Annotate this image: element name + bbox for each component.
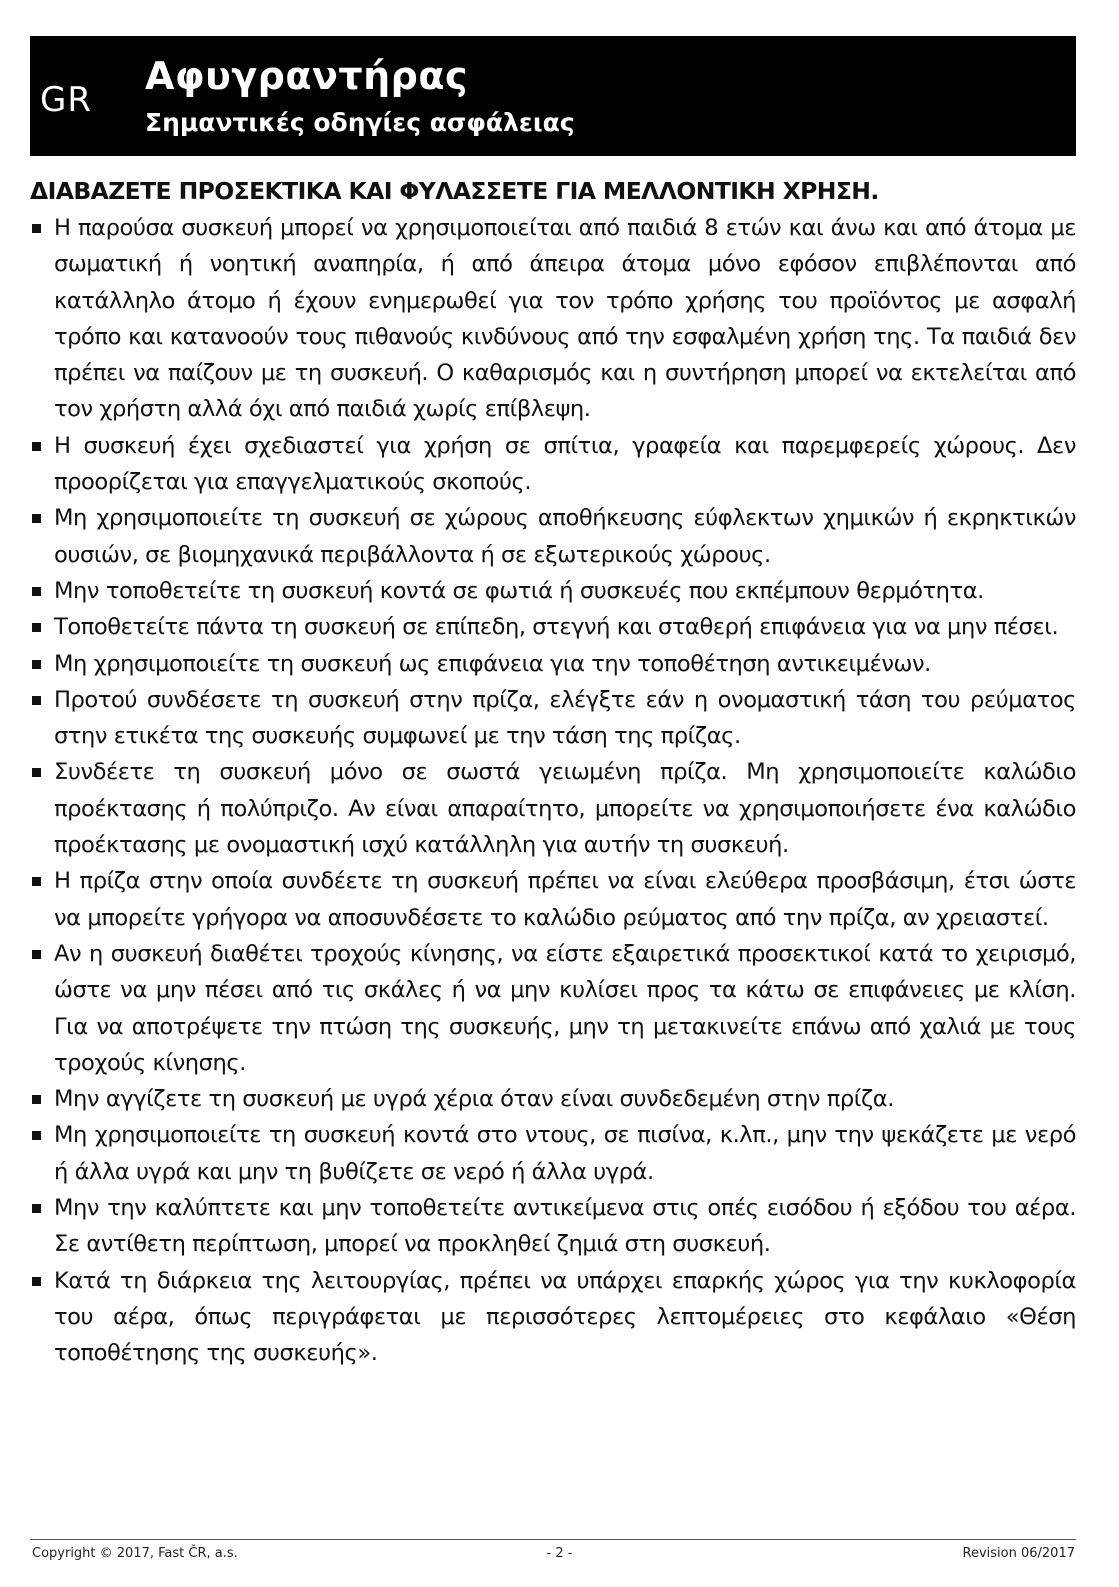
bullet-icon bbox=[32, 877, 41, 886]
list-item-text: Μην τοποθετείτε τη συσκευή κοντά σε φωτιά ή συσκευές που εκπέμπουν θερμότητα. bbox=[54, 577, 984, 604]
bullet-icon bbox=[32, 1277, 41, 1286]
list-item bbox=[30, 609, 1076, 645]
page-number: - 2 - bbox=[546, 1546, 573, 1561]
list-item bbox=[30, 1117, 1076, 1190]
list-item bbox=[30, 1081, 1076, 1117]
list-item-text: Η πρίζα στην οποία συνδέετε τη συσκευή πρέπει να είναι ελεύθερα προσβάσιμη, έτσι ώστε να μπορείτε γρήγορα να αποσυνδέσετε το καλώδιο ρεύματος από την πρίζα, αν χρειαστεί. bbox=[54, 868, 1076, 931]
warning-heading: ΔΙΑΒΑΖΕΤΕ ΠΡΟΣΕΚΤΙΚΑ ΚΑΙ ΦΥΛΑΣΣΕΤΕ ΓΙΑ ΜΕΛΛΟΝΤΙΚΗ ΧΡΗΣΗ. bbox=[30, 177, 879, 205]
safety-list bbox=[30, 210, 1076, 1372]
list-item-text: Τοποθετείτε πάντα τη συσκευή σε επίπεδη, στεγνή και σταθερή επιφάνεια για να μην πέσει. bbox=[54, 614, 1059, 641]
bullet-icon bbox=[32, 768, 41, 777]
footer-divider bbox=[30, 1539, 1076, 1540]
list-item bbox=[30, 428, 1076, 501]
bullet-icon bbox=[32, 442, 41, 451]
bullet-icon bbox=[32, 514, 41, 523]
bullet-icon bbox=[32, 1095, 41, 1104]
list-item bbox=[30, 646, 1076, 682]
list-item bbox=[30, 863, 1076, 936]
list-item bbox=[30, 1263, 1076, 1372]
bullet-icon bbox=[32, 696, 41, 705]
document-subtitle: Σημαντικές οδηγίες ασφάλειας bbox=[145, 108, 575, 137]
list-item-text: Μην την καλύπτετε και μην τοποθετείτε αντικείμενα στις οπές εισόδου ή εξόδου του αέρα. Σε αντίθετη περίπτωση, μπορεί να προκληθεί ζημιά στη συσκευή. bbox=[54, 1195, 1076, 1258]
list-item bbox=[30, 500, 1076, 573]
list-item-text: Συνδέετε τη συσκευή μόνο σε σωστά γειωμένη πρίζα. Μη χρησιμοποιείτε καλώδιο προέκτασης ή πολύπριζο. Αν είναι απαραίτητο, μπορείτε να χρησιμοποιήσετε ένα καλώδιο προέκτασης με ονομαστική ισχύ κατάλληλη για αυτήν τη συσκευή. bbox=[54, 759, 1076, 859]
list-item bbox=[30, 682, 1076, 755]
bullet-icon bbox=[32, 623, 41, 632]
bullet-icon bbox=[32, 224, 41, 233]
list-item bbox=[30, 754, 1076, 863]
bullet-icon bbox=[32, 587, 41, 596]
bullet-icon bbox=[32, 1204, 41, 1213]
list-item-text: Μη χρησιμοποιείτε τη συσκευή κοντά στο ντους, σε πισίνα, κ.λπ., μην την ψεκάζετε με νερό ή άλλα υγρά και μην τη βυθίζετε σε νερό ή άλλα υγρά. bbox=[54, 1122, 1076, 1185]
list-item-text: Κατά τη διάρκεια της λειτουργίας, πρέπει να υπάρχει επαρκής χώρος για την κυκλοφορία του αέρα, όπως περιγράφεται με περισσότερες λεπτομέρειες στο κεφάλαιο «Θέση τοποθέτησης της συσκευής». bbox=[54, 1267, 1076, 1367]
revision-text: Revision 06/2017 bbox=[962, 1546, 1075, 1561]
list-item bbox=[30, 573, 1076, 609]
list-item-text: Μη χρησιμοποιείτε τη συσκευή ως επιφάνεια για την τοποθέτηση αντικειμένων. bbox=[54, 650, 931, 677]
header-bar bbox=[30, 36, 1076, 156]
bullet-icon bbox=[32, 950, 41, 959]
bullet-icon bbox=[32, 660, 41, 669]
list-item bbox=[30, 936, 1076, 1081]
list-item-text: Αν η συσκευή διαθέτει τροχούς κίνησης, να είστε εξαιρετικά προσεκτικοί κατά το χειρισμό, ώστε να μην πέσει από τις σκάλες ή να μην κυλίσει προς τα κάτω σε επιφάνειες με κλίση. Για να αποτρέψετε την πτώση της συσκευής, μην τη μετακινείτε επάνω από χαλιά με τους τροχούς κίνησης. bbox=[54, 940, 1076, 1076]
list-item-text: Η συσκευή έχει σχεδιαστεί για χρήση σε σπίτια, γραφεία και παρεμφερείς χώρους. Δεν προορίζεται για επαγγελματικούς σκοπούς. bbox=[54, 432, 1076, 496]
list-item-text: Μη χρησιμοποιείτε τη συσκευή σε χώρους αποθήκευσης εύφλεκτων χημικών ή εκρηκτικών ουσιών, σε βιομηχανικά περιβάλλοντα ή σε εξωτερικούς χώρους. bbox=[54, 505, 1076, 568]
list-item bbox=[30, 210, 1076, 428]
list-item-text: Μην αγγίζετε τη συσκευή με υγρά χέρια όταν είναι συνδεδεμένη στην πρίζα. bbox=[54, 1086, 894, 1113]
bullet-icon bbox=[32, 1131, 41, 1140]
safety-content bbox=[30, 176, 1076, 1372]
list-item bbox=[30, 1190, 1076, 1263]
list-item-text: Η παρούσα συσκευή μπορεί να χρησιμοποιείται από παιδιά 8 ετών και άνω και από άτομα με σωματική ή νοητική αναπηρία, ή από άπειρα άτομα μόνο εφόσον επιβλέπονται από κατάλληλο άτομο ή έχουν ενημερωθεί για τον τρόπο χρήσης του προϊόντος με ασφαλή τρόπο και κατανοούν τους πιθανούς κινδύνους από την εσφαλμένη χρήση της. Τα παιδιά δεν πρέπει να παίζουν με τη συσκευή. Ο καθαρισμός και η συντήρηση μπορεί να εκτελείται από τον χρήστη αλλά όχι από παιδιά χωρίς επίβλεψη. bbox=[54, 215, 1076, 423]
copyright-text: Copyright © 2017, Fast ČR, a.s. bbox=[32, 1546, 238, 1561]
list-item-text: Προτού συνδέσετε τη συσκευή στην πρίζα, ελέγξτε εάν η ονομαστική τάση του ρεύματος στην ετικέτα της συσκευής συμφωνεί με την τάση της πρίζας. bbox=[54, 686, 1076, 750]
language-code: GR bbox=[40, 80, 92, 120]
document-title: Αφυγραντήρας bbox=[145, 54, 469, 98]
